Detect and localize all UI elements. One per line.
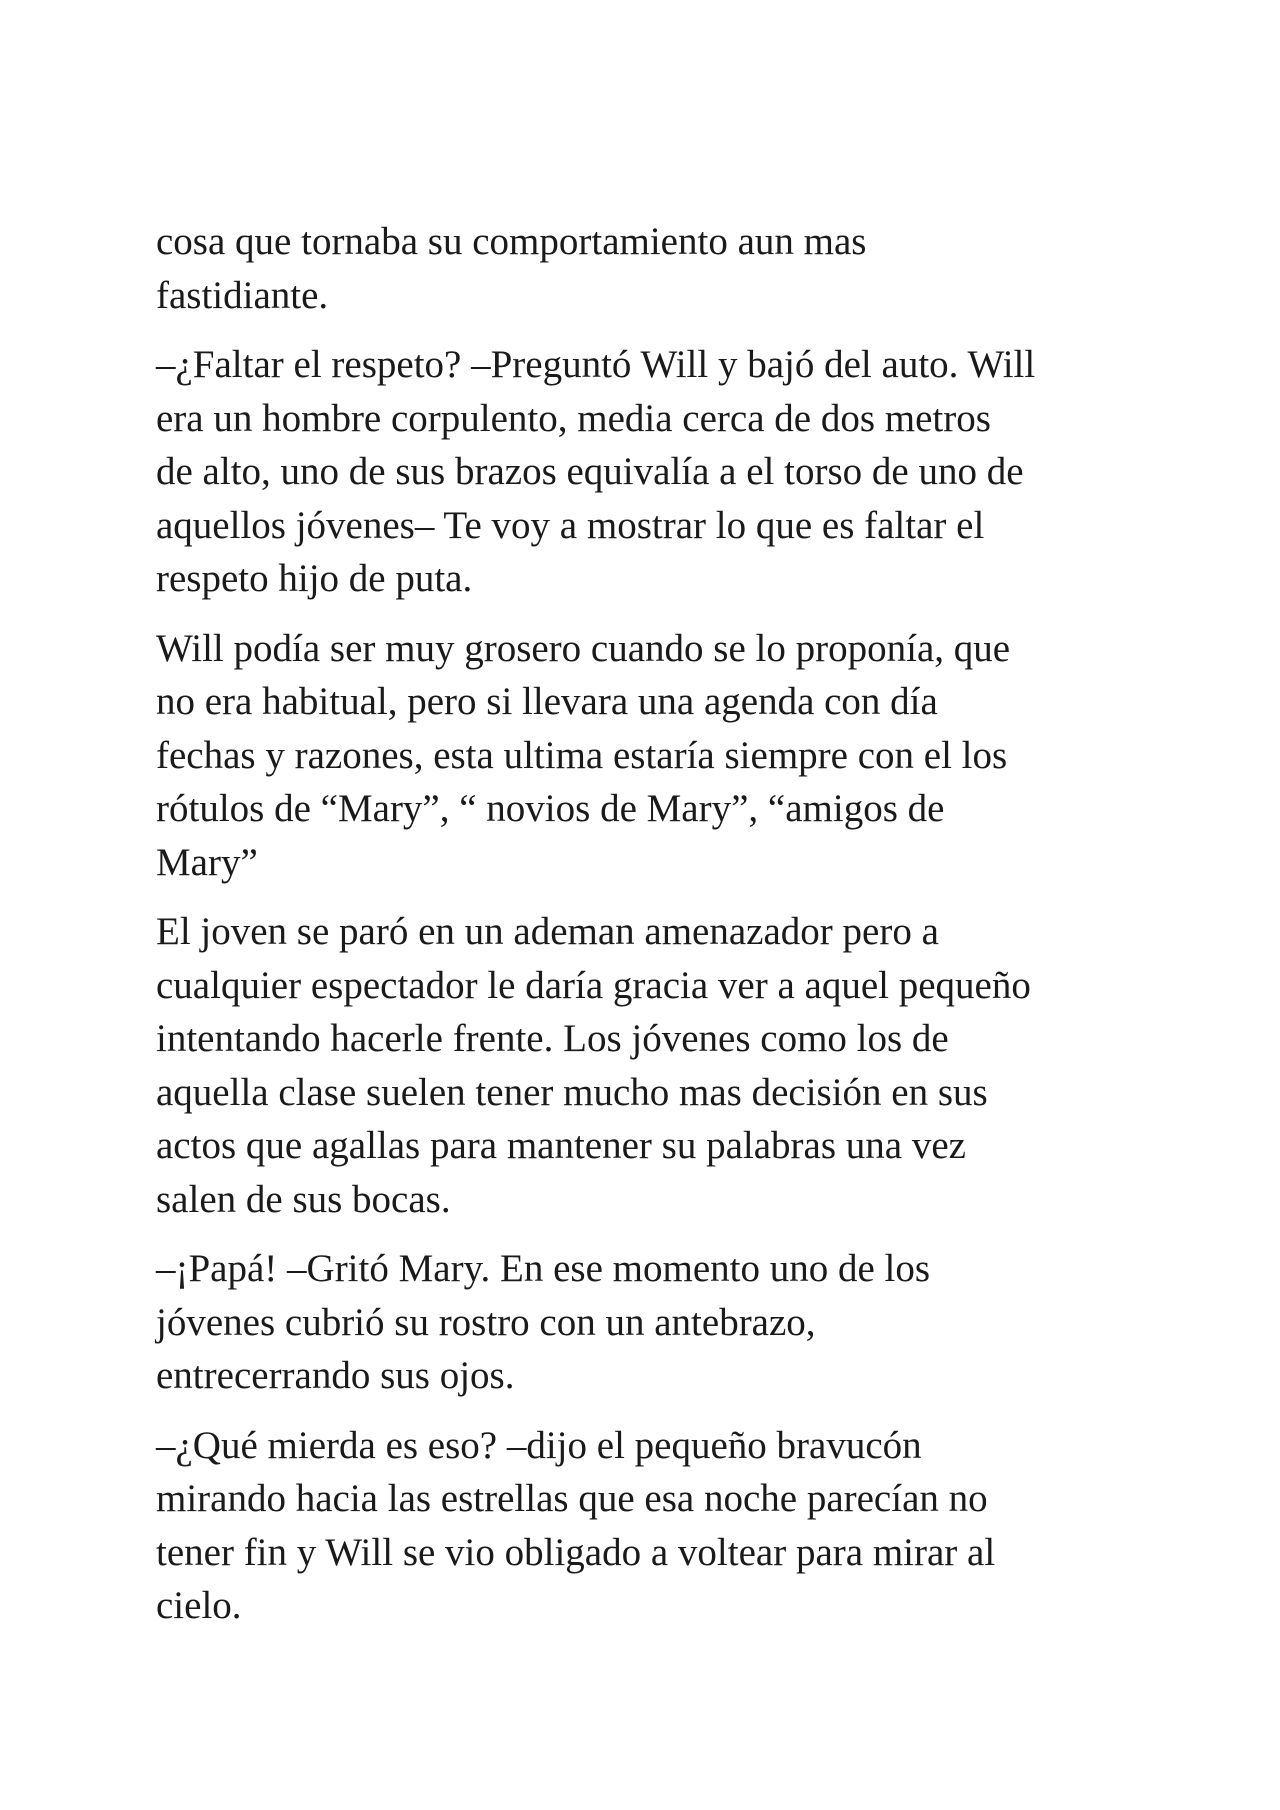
text-line: salen de sus bocas. <box>156 1177 451 1221</box>
text-line: cielo. <box>156 1584 242 1627</box>
text-line: intentando hacerle frente. Los jóvenes como los de <box>156 1017 949 1060</box>
text-line: entrecerrando sus ojos. <box>156 1354 515 1397</box>
paragraph-6 <box>156 1419 1132 1633</box>
text-line: Mary” <box>156 840 258 884</box>
paragraph-2 <box>156 338 1132 606</box>
text-line: –¿Qué mierda es eso? –dijo el pequeño bravucón <box>156 1423 922 1467</box>
text-line: de alto, uno de sus brazos equivalía a el torso de uno de <box>156 450 1024 493</box>
text-line: fastidiante. <box>156 273 329 317</box>
text-line: aquellos jóvenes– Te voy a mostrar lo que es faltar el <box>156 503 985 547</box>
text-line: –¿Faltar el respeto? –Preguntó Will y bajó del auto. Will <box>156 343 1036 386</box>
text-line: Will podía ser muy grosero cuando se lo proponía, que <box>156 626 1011 670</box>
paragraph-1 <box>156 215 1132 322</box>
text-line: El joven se paró en un ademan amenazador pero a <box>156 910 939 953</box>
text-line: mirando hacia las estrellas que esa noche parecían no <box>156 1477 988 1520</box>
text-line: jóvenes cubrió su rostro con un antebrazo, <box>156 1300 816 1344</box>
text-line: tener fin y Will se vio obligado a voltear para mirar al <box>156 1530 996 1574</box>
text-line: cosa que tornaba su comportamiento aun mas <box>156 220 867 263</box>
paragraph-3 <box>156 622 1132 890</box>
paragraph-5 <box>156 1242 1132 1403</box>
text-line: rótulos de “Mary”, “ novios de Mary”, “amigos de <box>156 787 945 830</box>
text-line: actos que agallas para mantener su palabras una vez <box>156 1124 966 1167</box>
text-line: respeto hijo de puta. <box>156 557 473 600</box>
text-line: cualquier espectador le daría gracia ver a aquel pequeño <box>156 963 1031 1007</box>
text-line: fechas y razones, esta ultima estaría siempre con el los <box>156 733 1008 777</box>
paragraph-4 <box>156 905 1132 1226</box>
text-line: aquella clase suelen tener mucho mas decisión en sus <box>156 1070 988 1114</box>
text-line: –¡Papá! –Gritó Mary. En ese momento uno de los <box>156 1247 931 1290</box>
text-line: no era habitual, pero si llevara una agenda con día <box>156 680 938 723</box>
text-line: era un hombre corpulento, media cerca de dos metros <box>156 396 991 440</box>
